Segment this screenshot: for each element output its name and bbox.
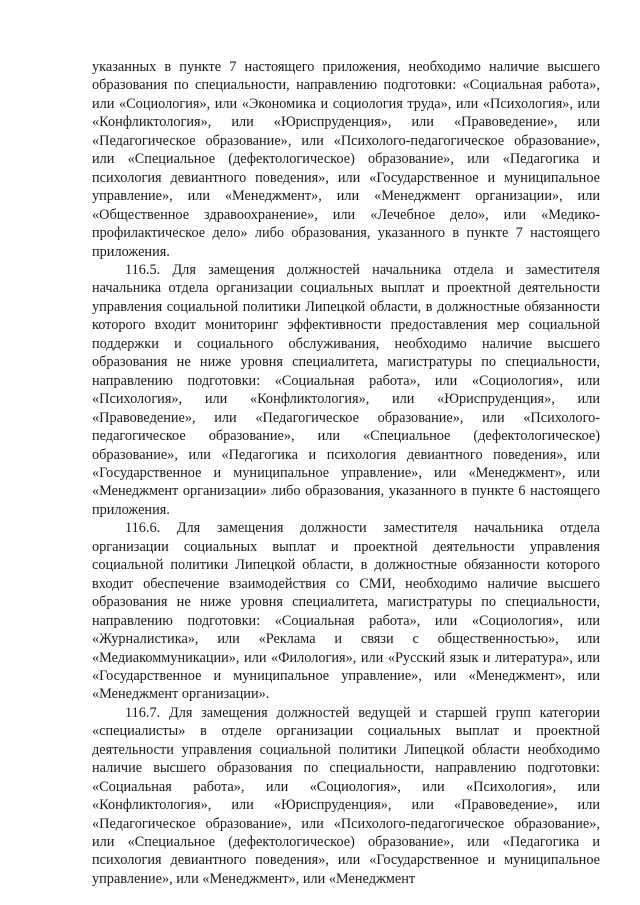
document-page bbox=[92, 58, 600, 888]
paragraph-116-5: 116.5. Для замещения должностей начальника отдела и заместителя начальника отдела организации социальных выплат и проектной деятельности управления социальной политики Липецкой области, в должностные обязанности которого входит мониторинг эффективности предоставления мер социальной поддержки и социального обслуживания, необходимо наличие высшего образования не ниже уровня специалитета, магистратуры по специальности, направлению подготовки: «Социальная работа», или «Социология», или «Психология», или «Конфликтология», или «Юриспруденция», или «Правоведение», или «Педагогическое образование», или «Психолого-педагогическое образование», или «Специальное (дефектологическое) образование», или «Педагогика и психология девиантного поведения», или «Государственное и муниципальное управление», или «Менеджмент», или «Менеджмент организации» либо образования, указанного в пункте 6 настоящего приложения. bbox=[92, 261, 600, 518]
paragraph-116-6: 116.6. Для замещения должности заместителя начальника отдела организации социальных выплат и проектной деятельности управления социальной политики Липецкой области, в должностные обязанности которого входит обеспечение взаимодействия со СМИ, необходимо наличие высшего образования не ниже уровня специалитета, магистратуры по специальности, направлению подготовки: «Социальная работа», или «Социология», или «Журналистика», или «Реклама и связи с общественностью», или «Медиакоммуникации», или «Филология», или «Русский язык и литература», или «Государственное и муниципальное управление», или «Менеджмент», или «Менеджмент организации». bbox=[92, 520, 600, 703]
paragraph-continuation: указанных в пункте 7 настоящего приложения, необходимо наличие высшего образования по специальности, направлению подготовки: «Социальная работа», или «Социология», или «Экономика и социология труда», или «Психология», или «Конфликтология», или «Юриспруденция», или «Правоведение», или «Педагогическое образование», или «Психолого-педагогическое образование», или «Специальное (дефектологическое) образование», или «Педагогика и психология девиантного поведения», или «Государственное и муниципальное управление», или «Менеджмент», или «Менеджмент организации», или «Общественное здравоохранение», или «Лечебное дело», или «Медико-профилактическое дело» либо образования, указанного в пункте 7 настоящего приложения. bbox=[92, 59, 600, 260]
paragraph-116-7: 116.7. Для замещения должностей ведущей и старшей групп категории «специалисты» в отделе организации социальных выплат и проектной деятельности управления социальной политики Липецкой области необходимо наличие высшего образования по специальности, направлению подготовки: «Социальная работа», или «Социология», или «Психология», или «Конфликтология», или «Юриспруденция», или «Правоведение», или «Педагогическое образование», или «Психолого-педагогическое образование», или «Специальное (дефектологическое) образование», или «Педагогика и психология девиантного поведения», или «Государственное и муниципальное управление», или «Менеджмент», или «Менеджмент bbox=[92, 704, 600, 887]
